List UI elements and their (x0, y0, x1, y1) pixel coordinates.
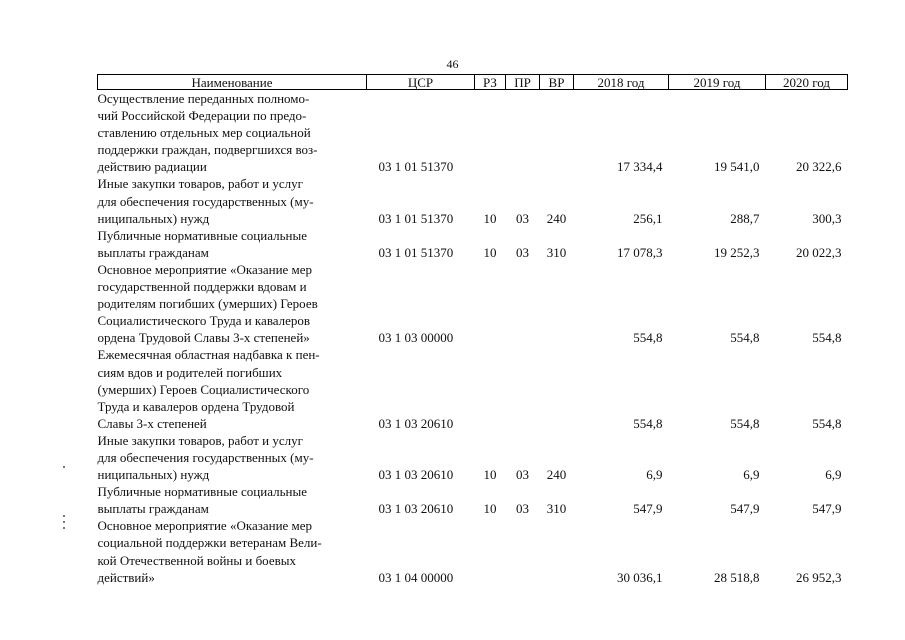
row-2020: 554,8 (812, 415, 842, 431)
row-vr (540, 346, 574, 431)
table-row (98, 227, 848, 261)
row-vr (540, 261, 574, 346)
row-pr (506, 90, 540, 176)
row-2018: 6,9 (646, 467, 663, 483)
row-vr: 310 (546, 244, 567, 260)
row-2020: 547,9 (812, 501, 842, 517)
row-2019: 6,9 (743, 467, 760, 483)
row-2018: 547,9 (633, 501, 663, 517)
row-name: Основное мероприятие «Оказание мер государственной поддержки вдовам и родителям погибших (умерших) Героев Социалистического Труда и кавалеров ордена Трудовой Славы 3-х степеней» (97, 261, 318, 346)
header-name: Наименование (98, 75, 367, 90)
scan-speck (63, 466, 65, 468)
row-csr: 03 1 03 20610 (378, 467, 454, 483)
header-2018: 2018 год (574, 75, 669, 90)
row-2019: 554,8 (730, 415, 760, 431)
row-2019: 288,7 (730, 210, 760, 226)
table-row (98, 90, 848, 176)
header-2019: 2019 год (669, 75, 766, 90)
scan-speck (63, 527, 65, 529)
header-pr: ПР (506, 75, 540, 90)
header-2020: 2020 год (766, 75, 848, 90)
row-name: Иные закупки товаров, работ и услуг для обеспечения государственных (му- ниципальных) нужд (97, 176, 314, 226)
table-row (98, 517, 848, 585)
row-csr: 03 1 01 51370 (378, 159, 454, 175)
row-2019: 547,9 (730, 501, 760, 517)
row-name: Иные закупки товаров, работ и услуг для обеспечения государственных (му- ниципальных) нужд (97, 432, 314, 483)
table-row (98, 432, 848, 483)
row-rz (475, 346, 506, 431)
row-csr: 03 1 01 51370 (378, 210, 454, 226)
row-csr: 03 1 03 20610 (378, 415, 454, 431)
row-vr (540, 90, 574, 176)
row-vr: 240 (546, 210, 567, 226)
row-pr (506, 261, 540, 346)
row-2020: 554,8 (812, 330, 842, 346)
page-number: 46 (446, 57, 459, 71)
row-2018: 17 078,3 (617, 244, 663, 260)
row-2019: 19 541,0 (714, 159, 760, 175)
row-pr: 03 (516, 210, 529, 226)
scan-speck (63, 521, 65, 523)
row-rz: 10 (483, 210, 497, 226)
table-row (98, 483, 848, 517)
row-rz (475, 90, 506, 176)
row-vr (540, 517, 574, 585)
row-pr (506, 517, 540, 585)
table-row (98, 346, 848, 431)
row-2018: 554,8 (633, 330, 663, 346)
scan-speck (63, 515, 65, 517)
row-name: Осуществление переданных полномо- чий Российской Федерации по предо- ставлению отдельных мер социальной поддержки граждан, подвергшихся воз- действию радиации (97, 91, 318, 175)
row-pr: 03 (516, 501, 529, 517)
row-2018: 17 334,4 (617, 159, 663, 175)
row-rz: 10 (483, 501, 497, 517)
row-2018: 554,8 (633, 415, 663, 431)
row-vr: 310 (546, 501, 567, 517)
row-2018: 256,1 (633, 210, 663, 226)
row-pr: 03 (516, 244, 529, 260)
row-2020: 6,9 (825, 467, 842, 483)
row-csr: 03 1 01 51370 (378, 244, 454, 260)
row-name: Публичные нормативные социальные выплаты гражданам (97, 227, 307, 260)
table-row (98, 175, 848, 226)
header-vr: ВР (540, 75, 574, 90)
row-name: Основное мероприятие «Оказание мер социальной поддержки ветеранам Вели- кой Отечественной войны и боевых действий» (97, 518, 322, 585)
row-rz: 10 (483, 467, 497, 483)
row-2018: 30 036,1 (617, 569, 663, 585)
row-pr (506, 346, 540, 431)
row-name: Ежемесячная областная надбавка к пен- сиям вдов и родителей погибших (умерших) Героев Социалистического Труда и кавалеров ордена Трудовой Славы 3-х степеней (97, 347, 320, 431)
row-vr: 240 (546, 467, 567, 483)
row-2020: 20 022,3 (796, 244, 842, 260)
header-csr: ЦСР (367, 75, 475, 90)
row-2019: 554,8 (730, 330, 760, 346)
header-rz: РЗ (475, 75, 506, 90)
row-csr: 03 1 03 20610 (378, 501, 454, 517)
table-row (98, 261, 848, 346)
row-csr: 03 1 03 00000 (378, 330, 454, 346)
row-2019: 19 252,3 (714, 244, 760, 260)
row-2020: 300,3 (812, 210, 842, 226)
row-2019: 28 518,8 (714, 569, 760, 585)
row-rz (475, 261, 506, 346)
row-2020: 26 952,3 (796, 569, 842, 585)
row-pr: 03 (516, 467, 529, 483)
row-rz: 10 (483, 244, 497, 260)
row-csr: 03 1 04 00000 (378, 569, 454, 585)
row-name: Публичные нормативные социальные выплаты гражданам (97, 484, 307, 517)
row-2020: 20 322,6 (796, 159, 842, 175)
table-header-row (98, 75, 848, 90)
row-rz (475, 517, 506, 585)
budget-table (97, 74, 848, 586)
